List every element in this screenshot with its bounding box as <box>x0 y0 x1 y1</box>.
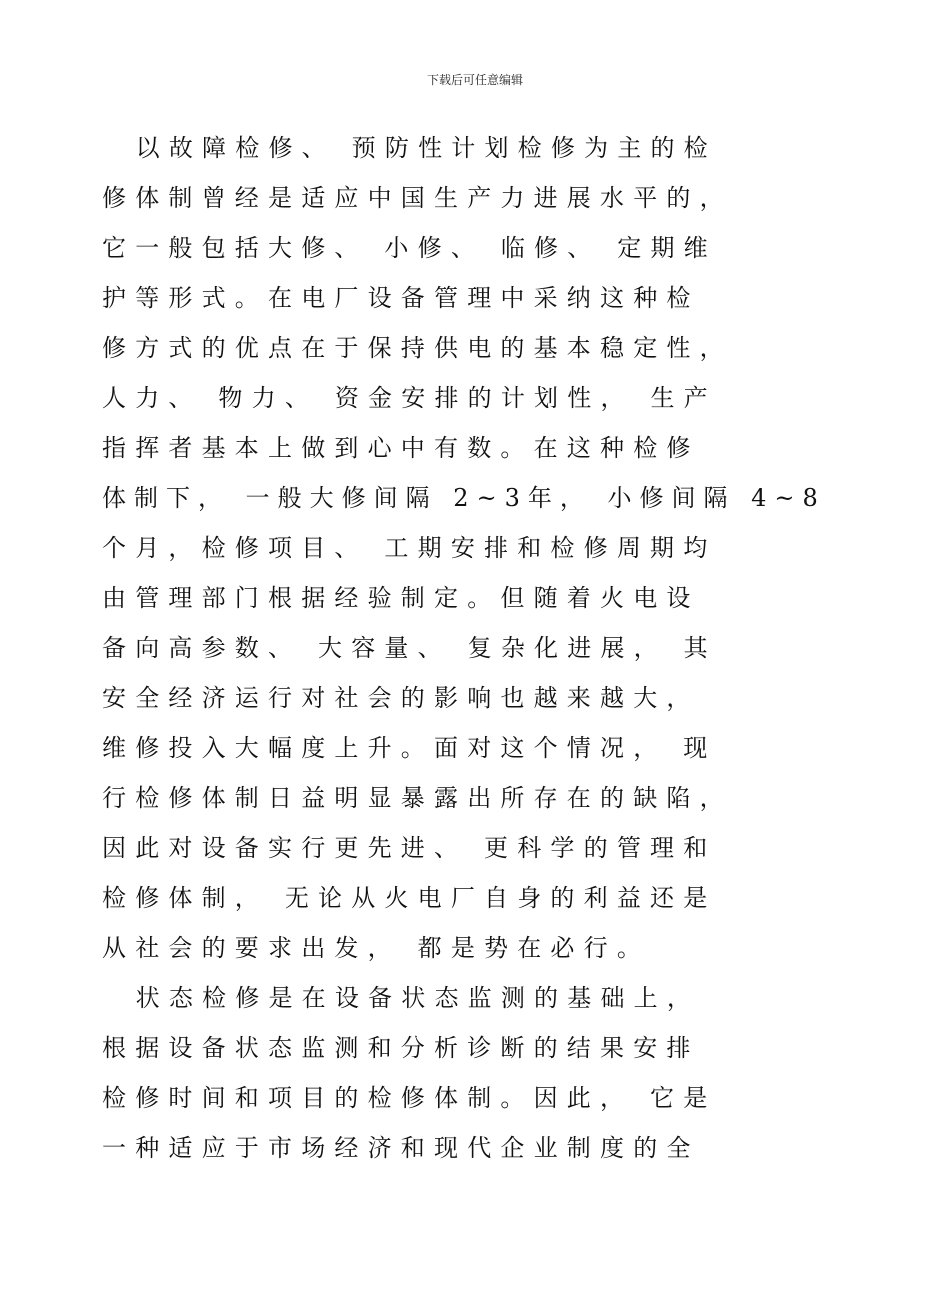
text-line: 人力、 物力、 资金安排的计划性， 生产 <box>102 384 717 412</box>
text-line: 检修时间和项目的检修体制。因此， 它是 <box>102 1084 717 1112</box>
text-line: 从社会的要求出发， 都是势在必行。 <box>102 934 651 962</box>
text-line: 安全经济运行对社会的影响也越来越大， <box>102 684 700 712</box>
text-line: 状态检修是在设备状态监测的基础上， <box>102 984 701 1012</box>
paragraph-1 <box>102 128 842 978</box>
text-line: 维修投入大幅度上升。面对这个情况， 现 <box>102 734 717 762</box>
text-line: 检修体制， 无论从火电厂自身的利益还是 <box>102 884 717 912</box>
text-line: 根据设备状态监测和分析诊断的结果安排 <box>102 1034 700 1062</box>
text-line: 因此对设备实行更先进、 更科学的管理和 <box>102 834 717 862</box>
page-header: 下载后可任意编辑 <box>426 73 523 87</box>
text-line: 由管理部门根据经验制定。但随着火电设 <box>102 584 700 612</box>
text-line: 一种适应于市场经济和现代企业制度的全 <box>102 1134 700 1162</box>
text-line: 护等形式。在电厂设备管理中采纳这种检 <box>102 284 700 312</box>
text-line: 修方式的优点在于保持供电的基本稳定性， <box>102 334 733 362</box>
text-line: 备向高参数、 大容量、 复杂化进展， 其 <box>102 634 717 662</box>
text-line: 它一般包括大修、 小修、 临修、 定期维 <box>102 234 717 262</box>
text-line: 指挥者基本上做到心中有数。在这种检修 <box>102 434 700 462</box>
text-line: 修体制曾经是适应中国生产力进展水平的， <box>102 184 733 212</box>
text-line: 体制下， 一般大修间隔 2~3年， 小修间隔 4~8 <box>102 484 826 512</box>
text-line: 以故障检修、 预防性计划检修为主的检 <box>102 134 717 162</box>
text-line: 行检修体制日益明显暴露出所存在的缺陷， <box>102 784 733 812</box>
text-line: 个月，检修项目、 工期安排和检修周期均 <box>102 534 717 562</box>
paragraph-2 <box>102 978 842 1178</box>
body-text <box>102 128 842 1178</box>
